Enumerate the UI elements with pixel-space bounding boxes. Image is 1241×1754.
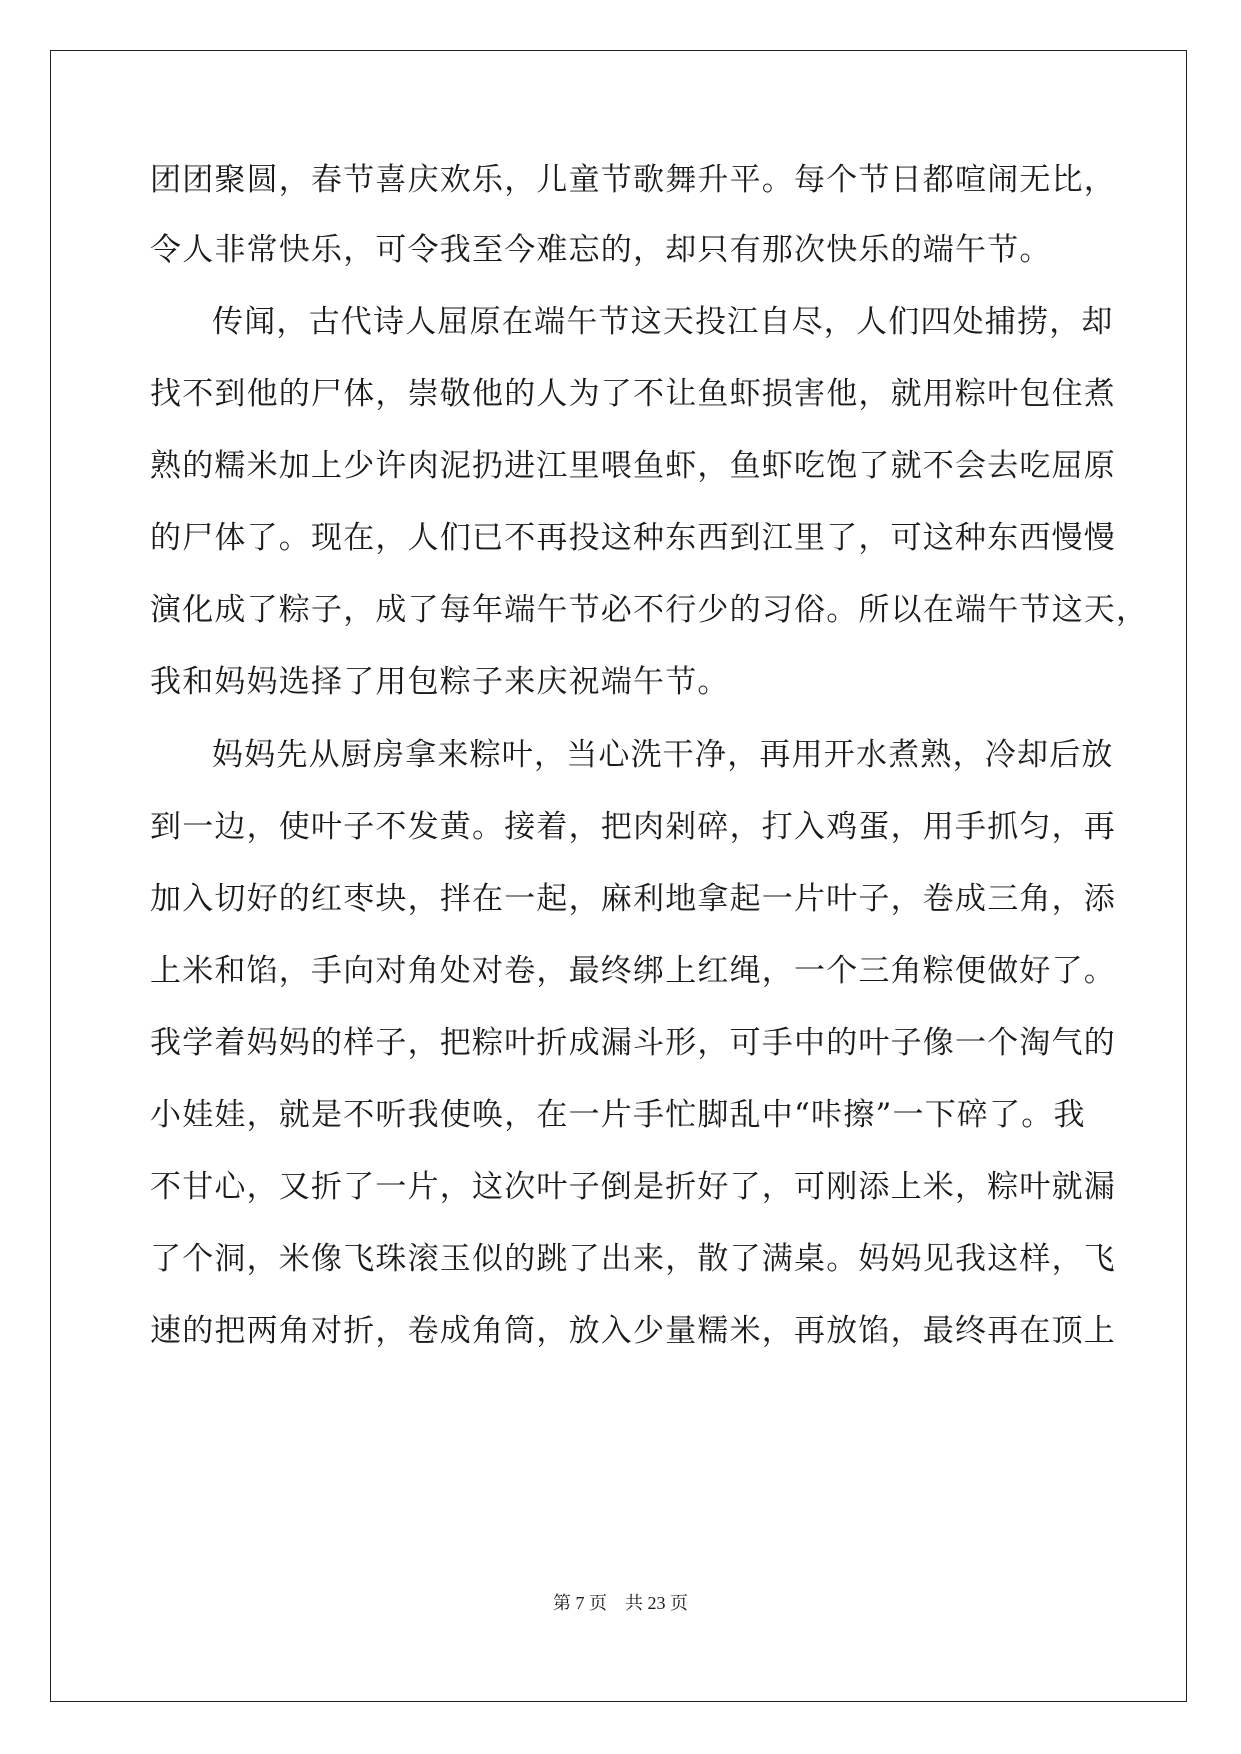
text-line: 到一边，使叶子不发黄。接着，把肉剁碎，打入鸡蛋，用手抓匀，再 [150, 809, 1116, 845]
text-line: 的尸体了。现在，人们已不再投这种东西到江里了，可这种东西慢慢 [150, 520, 1116, 556]
paragraph-start-line: 传闻，古代诗人屈原在端午节这天投江自尽，人们四处捕捞，却 [212, 304, 1114, 340]
text-line: 上米和馅，手向对角处对卷，最终绑上红绳，一个三角粽便做好了。 [150, 953, 1116, 989]
text-line: 我和妈妈选择了用包粽子来庆祝端午节。 [150, 664, 730, 700]
page-border [50, 50, 1187, 1702]
text-line: 了个洞，米像飞珠滚玉似的跳了出来，散了满桌。妈妈见我这样，飞 [150, 1241, 1116, 1277]
text-line: 我学着妈妈的样子，把粽叶折成漏斗形，可手中的叶子像一个淘气的 [150, 1025, 1116, 1061]
text-line: 团团聚圆，春节喜庆欢乐，儿童节歌舞升平。每个节日都喧闹无比， [150, 162, 1116, 198]
page-number-footer: 第 7 页 共 23 页 [553, 1593, 688, 1613]
text-line: 速的把两角对折，卷成角筒，放入少量糯米，再放馅，最终再在顶上 [150, 1313, 1116, 1349]
text-line: 加入切好的红枣块，拌在一起，麻利地拿起一片叶子，卷成三角，添 [150, 881, 1116, 917]
text-line: 令人非常快乐，可令我至今难忘的，却只有那次快乐的端午节。 [150, 232, 1052, 268]
text-line: 不甘心，又折了一片，这次叶子倒是折好了，可刚添上米，粽叶就漏 [150, 1169, 1116, 1205]
text-line: 找不到他的尸体，崇敬他的人为了不让鱼虾损害他，就用粽叶包住煮 [150, 376, 1116, 412]
text-line: 小娃娃，就是不听我使唤，在一片手忙脚乱中“咔擦”一下碎了。我 [150, 1097, 1086, 1133]
paragraph-start-line: 妈妈先从厨房拿来粽叶，当心洗干净，再用开水煮熟，冷却后放 [212, 737, 1114, 773]
text-line: 演化成了粽子，成了每年端午节必不行少的习俗。所以在端午节这天， [150, 592, 1149, 628]
text-line: 熟的糯米加上少许肉泥扔进江里喂鱼虾，鱼虾吃饱了就不会去吃屈原 [150, 448, 1116, 484]
